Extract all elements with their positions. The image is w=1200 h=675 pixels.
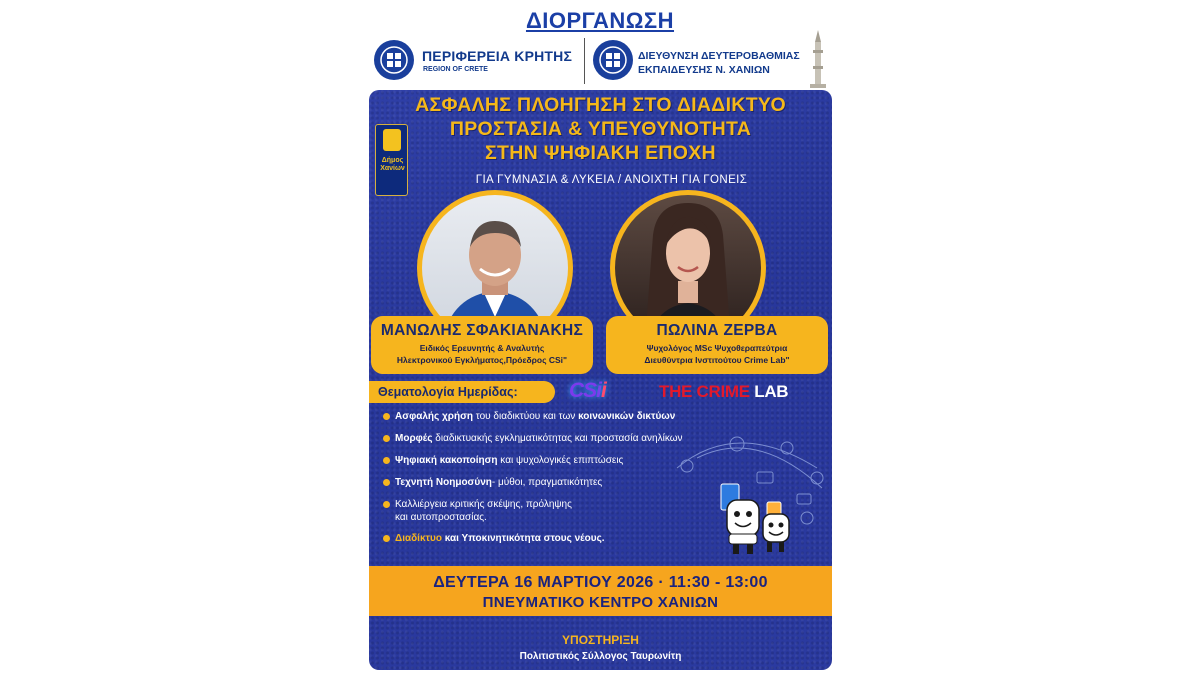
header-divider [584,38,585,84]
region-subtitle: REGION OF CRETE [423,66,488,73]
speaker-role-line1: Ειδικός Ερευνητής & Αναλυτής [419,343,545,353]
topics-heading-box [369,381,555,403]
speaker-role-line1: Ψυχολόγος MSc Ψυχοθεραπεύτρια [646,343,788,353]
bullet-icon [383,413,390,420]
speaker-card-sfakianakis [371,316,593,374]
support-heading: ΥΠΟΣΤΗΡΙΞΗ [562,633,639,647]
audience-subtitle: ΓΙΑ ΓΥΜΝΑΣΙΑ & ΛΥΚΕΙΑ / ΑΝΟΙΧΤΗ ΓΙΑ ΓΟΝΕΙΣ [475,174,748,186]
bullet-icon [383,535,390,542]
event-date-time: ΔΕΥΤΕΡΑ 16 ΜΑΡΤΙΟΥ 2026 · 11:30 - 13:00 [433,574,768,591]
title-line-2: ΠΡΟΣΤΑΣΙΑ & ΥΠΕΥΘΥΝΟΤΗΤΑ [449,118,752,140]
csi-logo-accent: i [601,379,606,402]
event-venue: ΠΝΕΥΜΑΤΙΚΟ ΚΕΝΤΡΟ ΧΑΝΙΩΝ [482,594,719,611]
topics-heading: Θεματολογία Ημερίδας: [378,385,518,399]
greek-crest-icon [374,40,414,80]
speaker-role-line2: Ηλεκτρονικού Εγκλήματος,Πρόεδρος CSi" [396,355,568,365]
event-poster [366,0,834,675]
event-date-band [369,566,832,616]
speaker-card-zerva [606,316,828,374]
crime-lab-logo: THE CRIME LAB [659,382,789,401]
support-organization: Πολιτιστικός Σύλλογος Ταυρωνίτη [519,651,682,662]
greek-crest-icon [593,40,633,80]
csi-logo [569,378,606,404]
bullet-icon [383,501,390,508]
municipality-label: Δήμος Χανίων [380,157,405,172]
region-name: ΠΕΡΙΦΕΡΕΙΑ ΚΡΗΤΗΣ [422,48,573,64]
csi-logo-text: CSi [569,379,602,402]
bullet-icon [383,479,390,486]
organization-heading: ΔΙΟΡΓΑΝΩΣΗ [525,8,675,33]
minaret-illustration [806,28,830,88]
bullet-icon [383,457,390,464]
directorate-name-line2: ΕΚΠΑΙΔΕΥΣΗΣ Ν. ΧΑΝΙΩΝ [638,64,770,76]
kids-with-devices-illustration [647,428,832,558]
directorate-name-line1: ΔΙΕΥΘΥΝΣΗ ΔΕΥΤΕΡΟΒΑΘΜΙΑΣ [638,50,800,62]
speaker-role-line2: Διευθύντρια Ινστιτούτου Crime Lab" [644,355,790,365]
title-line-3: ΣΤΗΝ ΨΗΦΙΑΚΗ ΕΠΟΧΗ [485,142,716,164]
speaker-name: ΜΑΝΩΛΗΣ ΣΦΑΚΙΑΝΑΚΗΣ [380,322,584,339]
speaker-name: ΠΩΛΙΝΑ ΖΕΡΒΑ [656,322,778,339]
main-panel: Δήμος Χανίων ΑΣΦΑΛΗΣ ΠΛΟΗΓΗΣΗ ΣΤΟ ΔΙΑΔΙΚΤΥΟ ΠΡΟΣΤΑΣΙΑ & ΥΠΕΥΘΥΝΟΤΗΤΑ ΣΤΗΝ ΨΗΦΙΑΚΗ ΕΠΟΧΗ ΓΙΑ ΓΥΜΝΑΣΙΑ & ΛΥΚΕΙΑ / ΑΝΟΙΧΤΗ ΓΙΑ ΓΟΝΕΙΣ ΜΑΝΩΛΗΣ ΣΦΑΚΙΑΝΑΚΗΣ Ειδικός Ερευνητής & Αναλυτής Ηλεκτρονικού Εγκλήματος,Πρόεδρος CSi" ΠΩΛΙΝΑ ΖΕΡΒΑ Ψυχολόγος MSc Ψυχοθεραπεύτρια Διευθύντρια Ινστιτούτου Crime Lab" Θεματολογία Ημερίδας: CSi i THE CRIME LAB Ασφαλής χρήση του διαδικτύου και των κοινωνικών δικτύων Μορφές διαδικτυακής εγκληματικότητας και προστασία ανηλίκων Ψηφιακή κακοποίηση και ψυχολογικές επιπτώσεις Τεχνητή Νοημοσύνη- μύθοι, πραγματικότητες Καλλιέργεια κριτικής σκέψης, πρόληψης και αυτοπροστασίας. Διαδίκτυο και Υποκινητικότητα στους νέους. ΔΕΥΤΕΡΑ 16 ΜΑΡΤΙΟΥ 2026 · 11:30 - 13:00 ΠΝΕΥΜΑΤΙΚΟ ΚΕΝΤΡΟ ΧΑΝΙΩΝ ΥΠΟΣΤΗΡΙΞΗ Πολιτιστικός Σύλλογος Ταυρωνίτη [369,90,832,670]
bullet-icon [383,435,390,442]
title-line-1: ΑΣΦΑΛΗΣ ΠΛΟΗΓΗΣΗ ΣΤΟ ΔΙΑΔΙΚΤΥΟ [415,94,786,116]
